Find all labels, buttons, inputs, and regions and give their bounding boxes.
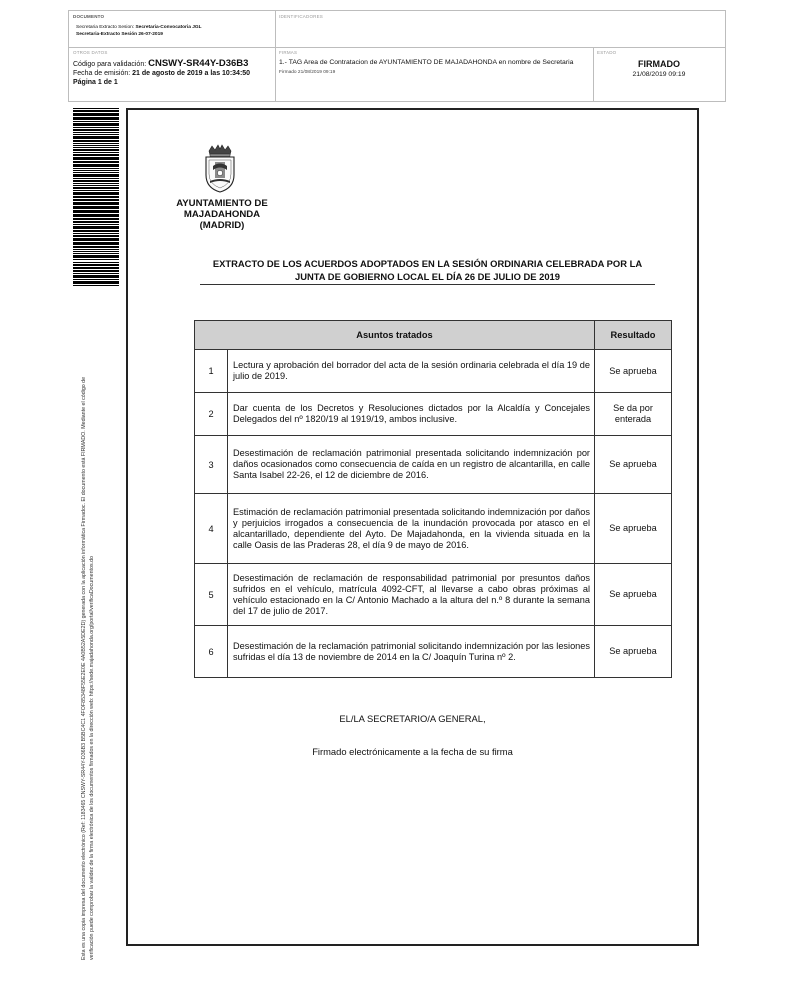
coat-of-arms-logo: [202, 144, 238, 194]
org-line1: AYUNTAMIENTO DE: [176, 198, 268, 209]
barcode-image: [73, 108, 119, 286]
side-text-line2: verificación puede comprobar la validez de la firma electrónica de los documentos firmados en la dirección web: https://sede.majadahonda.org/portal/verificaDocumentos.do: [88, 556, 95, 960]
table-row: [195, 626, 672, 678]
fecha-label: Fecha de emisión:: [73, 70, 133, 77]
title-line2: JUNTA DE GOBIERNO LOCAL EL DÍA 26 DE JULIO DE 2019: [295, 271, 560, 282]
row-result: Se aprueba: [595, 350, 672, 393]
row-subject: Lectura y aprobación del borrador del acta de la sesión ordinaria celebrada el día 19 de julio de 2019.: [228, 350, 595, 393]
document-title: [200, 257, 655, 283]
row-number: 2: [195, 393, 228, 436]
col-header-subject: Asuntos tratados: [195, 321, 595, 350]
firmas-cell: [275, 47, 593, 101]
table-row: [195, 436, 672, 494]
otros-datos-caption: OTROS DATOS: [73, 50, 108, 55]
table-row: [195, 564, 672, 626]
firma-line1: 1.- TAG Area de Contratacion de AYUNTAMIENTO DE MAJADAHONDA en nombre de Secretaria: [279, 59, 574, 66]
side-text-line1: Esta es una copia impresa del documento electrónico (Ref: 1183465 CNSWY-SR44Y-D36B3 B5BC4C1 4FOF85348F55E2E0E 4A0B52A5DE2D) generada con la aplicación informática Firmadoc. El documento está FIRMADO. Mediante el código de: [81, 376, 87, 960]
table-row: [195, 393, 672, 436]
row-subject: Dar cuenta de los Decretos y Resoluciones dictados por la Alcaldía y Concejales Delegados del nº 1820/19 al 1919/19, ambos inclusive.: [228, 393, 595, 436]
signature-role: EL/LA SECRETARIO/A GENERAL,: [339, 713, 486, 724]
row-result: Se aprueba: [595, 564, 672, 626]
row-number: 3: [195, 436, 228, 494]
estado-date: 21/08/2019 09:19: [632, 71, 686, 78]
codigo-label: Código para validación:: [73, 61, 149, 68]
documento-caption: DOCUMENTO: [73, 14, 105, 19]
row-subject: Estimación de reclamación patrimonial presentada solicitando indemnización por daños y perjuicios irrogados a consecuencia de la inundación provocada por atasco en el alcantarillado, dependiente del Ayto. De Majadahonda, en la vivienda situada en la calle Oasis de las Praderas 28, el día 9 de mayo de 2016.: [228, 494, 595, 564]
agenda-table: [194, 320, 672, 678]
table-header-row: [195, 321, 672, 350]
org-line2: MAJADAHONDA: [183, 209, 261, 220]
fecha-value: 21 de agosto de 2019 a las 10:34:50: [132, 70, 251, 77]
title-line1: EXTRACTO DE LOS ACUERDOS ADOPTADOS EN LA SESIÓN ORDINARIA CELEBRADA POR LA: [212, 258, 643, 269]
row-subject: Desestimación de reclamación de responsabilidad patrimonial por presuntos daños sufridos en el vehículo, matrícula 4092-CFT, al llevarse a cabo obras próximas al vehículo estacionado en la C/ Antonio Machado a la altura del n.º 8 durante la semana del 17 de julio de 2017.: [228, 564, 595, 626]
row-subject: Desestimación de reclamación patrimonial presentada solicitando indemnización por daños ocasionados como consecuencia de caída en un registro de alcantarilla, en calle Santa Isabel 22-26, el 12 de diciembre de 2016.: [228, 436, 595, 494]
page-count: Página 1 de 1: [73, 79, 118, 86]
table-row: [195, 350, 672, 393]
estado-value: FIRMADO: [638, 59, 680, 69]
otros-datos-cell: [69, 47, 275, 101]
row-result: Se aprueba: [595, 626, 672, 678]
firmas-caption: FIRMAS: [279, 50, 298, 55]
documento-line1-bold: Secretaria-Convocatoria JGL: [135, 25, 202, 30]
estado-cell: [593, 47, 725, 101]
row-number: 6: [195, 626, 228, 678]
row-result: Se aprueba: [595, 436, 672, 494]
row-result: Se da por enterada: [595, 393, 672, 436]
codigo-value: CNSWY-SR44Y-D36B3: [148, 58, 249, 69]
firma-line2: Firmado 21/08/2019 09:19: [279, 69, 336, 75]
title-underline: [200, 284, 655, 285]
org-line3: (MADRID): [199, 220, 245, 231]
row-number: 4: [195, 494, 228, 564]
documento-cell: [69, 11, 275, 47]
document-metadata-header: [68, 10, 726, 102]
row-number: 1: [195, 350, 228, 393]
col-header-result: Resultado: [595, 321, 672, 350]
organization-name: [168, 198, 276, 231]
table-row: [195, 494, 672, 564]
identificadores-caption: IDENTIFICADORES: [279, 14, 324, 19]
row-result: Se aprueba: [595, 494, 672, 564]
documento-line1-prefix: Secretaria Extracto Sesion:: [76, 25, 136, 30]
verification-side-text: [81, 290, 96, 960]
identificadores-cell: [275, 11, 725, 47]
signature-note: Firmado electrónicamente a la fecha de su firma: [312, 746, 513, 757]
row-number: 5: [195, 564, 228, 626]
row-subject: Desestimación de la reclamación patrimonial solicitando indemnización por las lesiones sufridas el día 13 de noviembre de 2014 en la C/ Joaquín Turina nº 2.: [228, 626, 595, 678]
estado-caption: ESTADO: [597, 50, 617, 55]
documento-line2: Secretaria-Extracto Sesión 26-07-2019: [76, 31, 163, 37]
